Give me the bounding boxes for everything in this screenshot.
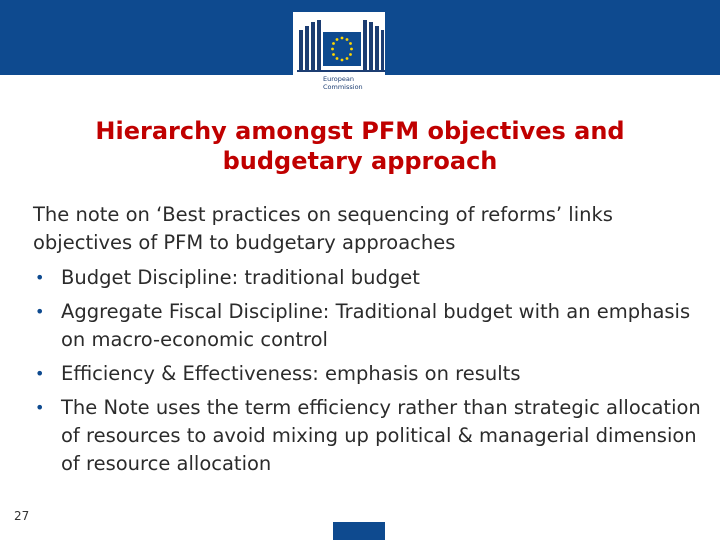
slide-number: 27 bbox=[14, 509, 30, 523]
slide-body bbox=[33, 201, 713, 484]
footer-flag-bar bbox=[333, 522, 385, 540]
logo-text-line1: European bbox=[323, 75, 354, 83]
bullet-text: Budget Discipline: traditional budget bbox=[61, 266, 420, 289]
bullet-text: Efficiency & Effectiveness: emphasis on results bbox=[61, 362, 521, 385]
list-item bbox=[33, 298, 713, 354]
list-item bbox=[33, 394, 713, 478]
list-item bbox=[33, 264, 713, 292]
bullet-icon: • bbox=[35, 268, 45, 287]
bullet-icon: • bbox=[35, 302, 45, 321]
european-commission-logo bbox=[293, 12, 385, 100]
logo-text-line2: Commission bbox=[323, 82, 363, 91]
bullet-icon: • bbox=[35, 364, 45, 383]
bullet-text: Aggregate Fiscal Discipline: Traditional budget with an emphasis on macro-economic control bbox=[61, 300, 691, 351]
slide-title: Hierarchy amongst PFM objectives and budgetary approach bbox=[95, 117, 625, 175]
logo-caption bbox=[323, 76, 383, 91]
intro-paragraph: The note on ‘Best practices on sequencing of reforms’ links objectives of PFM to budgetary approaches bbox=[33, 203, 613, 254]
list-item bbox=[33, 360, 713, 388]
bullet-icon: • bbox=[35, 398, 45, 417]
bullet-text: The Note uses the term efficiency rather than strategic allocation of resources to avoid mixing up political & managerial dimension of resource allocation bbox=[61, 396, 701, 475]
bullet-list bbox=[33, 264, 713, 478]
